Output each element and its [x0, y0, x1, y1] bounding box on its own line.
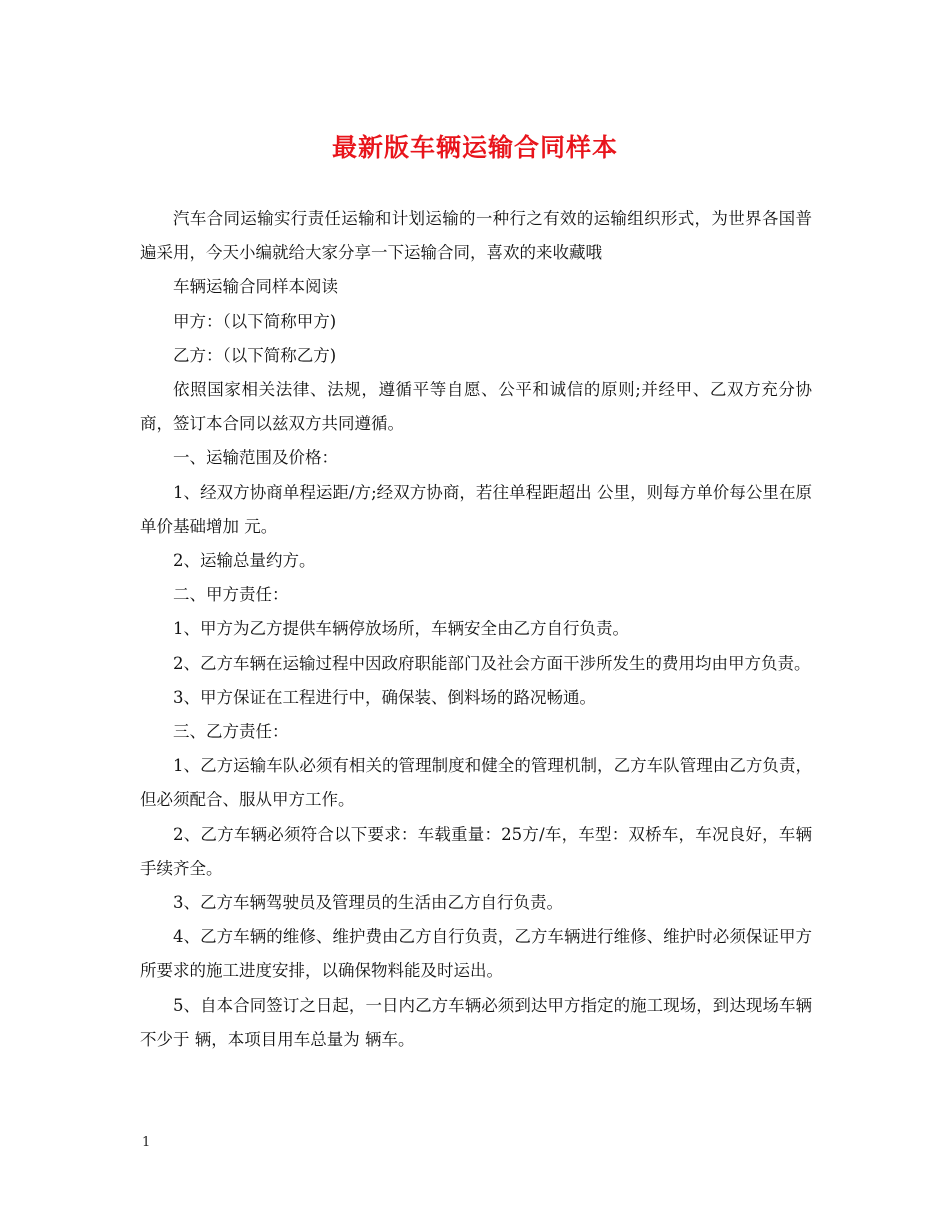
paragraph-party-b-5: 5、自本合同签订之日起，一日内乙方车辆必须到达甲方指定的施工现场，到达现场车辆不少于 辆，本项目用车总量为 辆车。 [140, 995, 812, 1049]
paragraph-scope-2: 2、运输总量约方。 [173, 551, 316, 571]
paragraph-scope-1: 1、经双方协商单程运距/方;经双方协商，若往单程距超出 公里，则每方单价每公里在原单价基础增加 元。 [140, 482, 812, 536]
paragraph-party-b: 乙方：（以下简称乙方) [173, 345, 337, 365]
paragraph-party-a: 甲方：（以下简称甲方) [173, 311, 337, 331]
section-heading-party-a-duties: 二、甲方责任： [173, 585, 289, 605]
paragraph-party-b-2: 2、乙方车辆必须符合以下要求：车载重量：25方/车，车型：双桥车，车况良好，车辆手续齐全。 [140, 824, 812, 878]
section-heading-scope-price: 一、运输范围及价格： [173, 448, 338, 468]
document-body [140, 202, 812, 1057]
paragraph-party-b-1: 1、乙方运输车队必须有相关的管理制度和健全的管理机制，乙方车队管理由乙方负责，但必须配合、服从甲方工作。 [140, 756, 812, 810]
paragraph-party-a-1: 1、甲方为乙方提供车辆停放场所，车辆安全由乙方自行负责。 [173, 619, 629, 639]
page-number: 1 [142, 1135, 151, 1150]
paragraph-party-a-2: 2、乙方车辆在运输过程中因政府职能部门及社会方面干涉所发生的费用均由甲方负责。 [173, 653, 811, 673]
paragraph-intro: 汽车合同运输实行责任运输和计划运输的一种行之有效的运输组织形式，为世界各国普遍采用，今天小编就给大家分享一下运输合同，喜欢的来收藏哦 [140, 209, 812, 263]
paragraph-party-a-3: 3、甲方保证在工程进行中，确保装、倒料场的路况畅通。 [173, 687, 596, 707]
paragraph-party-b-4: 4、乙方车辆的维修、维护费由乙方自行负责，乙方车辆进行维修、维护时必须保证甲方所要求的施工进度安排，以确保物料能及时运出。 [140, 927, 812, 981]
paragraph-subtitle: 车辆运输合同样本阅读 [173, 277, 338, 297]
paragraph-party-b-3: 3、乙方车辆驾驶员及管理员的生活由乙方自行负责。 [173, 893, 563, 913]
document-title: 最新版车辆运输合同样本 [331, 133, 618, 162]
paragraph-preamble: 依照国家相关法律、法规，遵循平等自愿、公平和诚信的原则;并经甲、乙双方充分协商，签订本合同以兹双方共同遵循。 [140, 380, 812, 434]
section-heading-party-b-duties: 三、乙方责任： [173, 722, 289, 742]
